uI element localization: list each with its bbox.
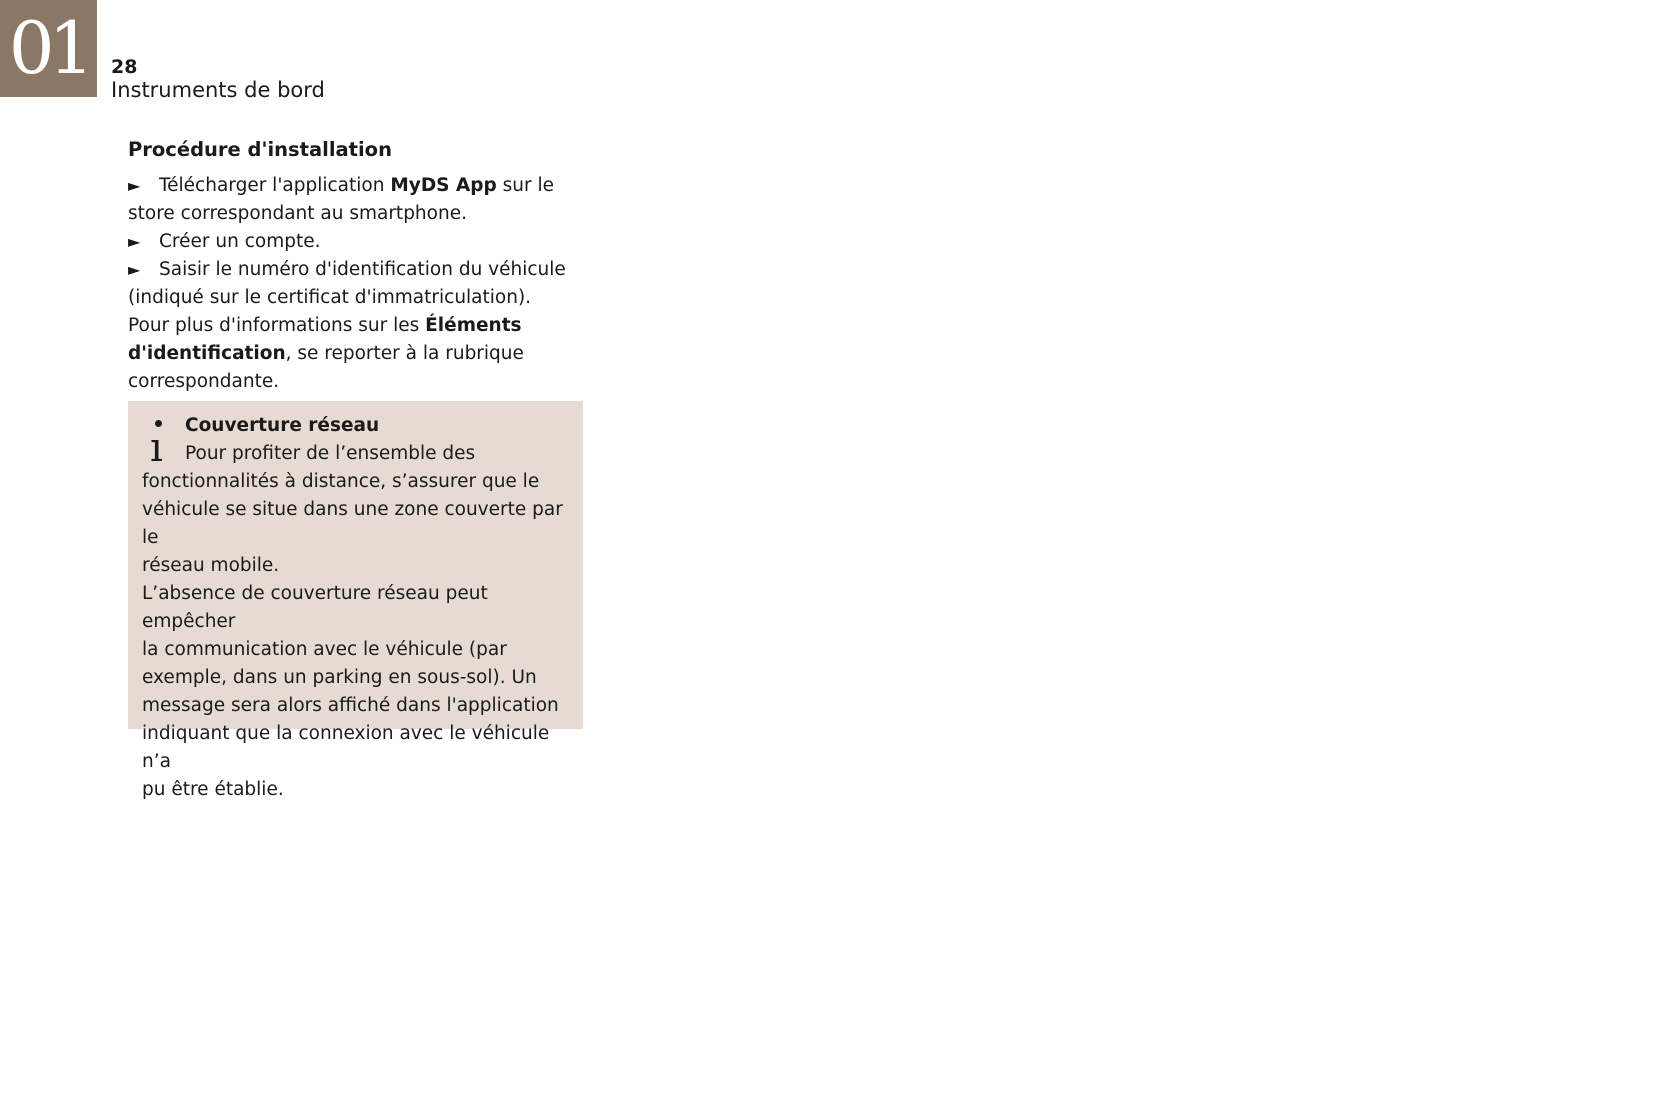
chapter-tab: 01 bbox=[0, 0, 97, 97]
info-line: la communication avec le véhicule (par bbox=[142, 639, 507, 660]
info-line: indiquant que la connexion avec le véhicule n’a bbox=[142, 723, 550, 772]
bullet-arrow-icon: ► bbox=[128, 176, 141, 195]
section-title: Instruments de bord bbox=[111, 78, 325, 102]
info-line: fonctionnalités à distance, s’assurer que le bbox=[142, 471, 540, 492]
page-number: 28 bbox=[111, 56, 138, 78]
more-info-line-3: correspondante. bbox=[128, 371, 280, 392]
step-3-line-2: (indiqué sur le certificat d'immatriculation). bbox=[128, 287, 532, 308]
info-icon-stem: ı bbox=[150, 425, 163, 471]
more-info-line-2 bbox=[128, 340, 588, 368]
step-1-line-2: store correspondant au smartphone. bbox=[128, 203, 467, 224]
info-box-title: Couverture réseau bbox=[185, 415, 380, 436]
info-line: Pour profiter de l’ensemble des bbox=[185, 443, 476, 464]
bullet-arrow-icon: ► bbox=[128, 232, 141, 251]
more-info-line-1 bbox=[128, 312, 588, 340]
bullet-arrow-icon: ► bbox=[128, 260, 141, 279]
app-name: MyDS App bbox=[390, 175, 497, 196]
identification-link-part-1: Éléments bbox=[425, 315, 522, 336]
info-box-text bbox=[142, 440, 569, 804]
step-1 bbox=[128, 172, 588, 200]
more-info-suffix: , se reporter à la rubrique bbox=[285, 343, 524, 364]
info-icon bbox=[142, 412, 185, 471]
step-1-suffix: sur le bbox=[496, 175, 555, 196]
step-3 bbox=[128, 256, 588, 284]
step-2 bbox=[128, 228, 588, 256]
step-1-text: Télécharger l'application bbox=[159, 175, 391, 196]
step-2-text: Créer un compte. bbox=[159, 231, 321, 252]
info-line: exemple, dans un parking en sous-sol). Un bbox=[142, 667, 537, 688]
info-line: véhicule se situe dans une zone couverte par le bbox=[142, 499, 563, 548]
info-box-network-coverage bbox=[128, 401, 583, 800]
info-line: réseau mobile. bbox=[142, 555, 280, 576]
procedure-heading: Procédure d'installation bbox=[128, 138, 392, 161]
info-line: message sera alors affiché dans l'application bbox=[142, 695, 559, 716]
info-line: pu être établie. bbox=[142, 779, 284, 800]
more-info-prefix: Pour plus d'informations sur les bbox=[128, 315, 426, 336]
info-line: L’absence de couverture réseau peut empêcher bbox=[142, 583, 488, 632]
step-3-text: Saisir le numéro d'identification du véhicule bbox=[159, 259, 566, 280]
identification-link-part-2: d'identification bbox=[128, 343, 286, 364]
procedure-section bbox=[128, 136, 588, 396]
